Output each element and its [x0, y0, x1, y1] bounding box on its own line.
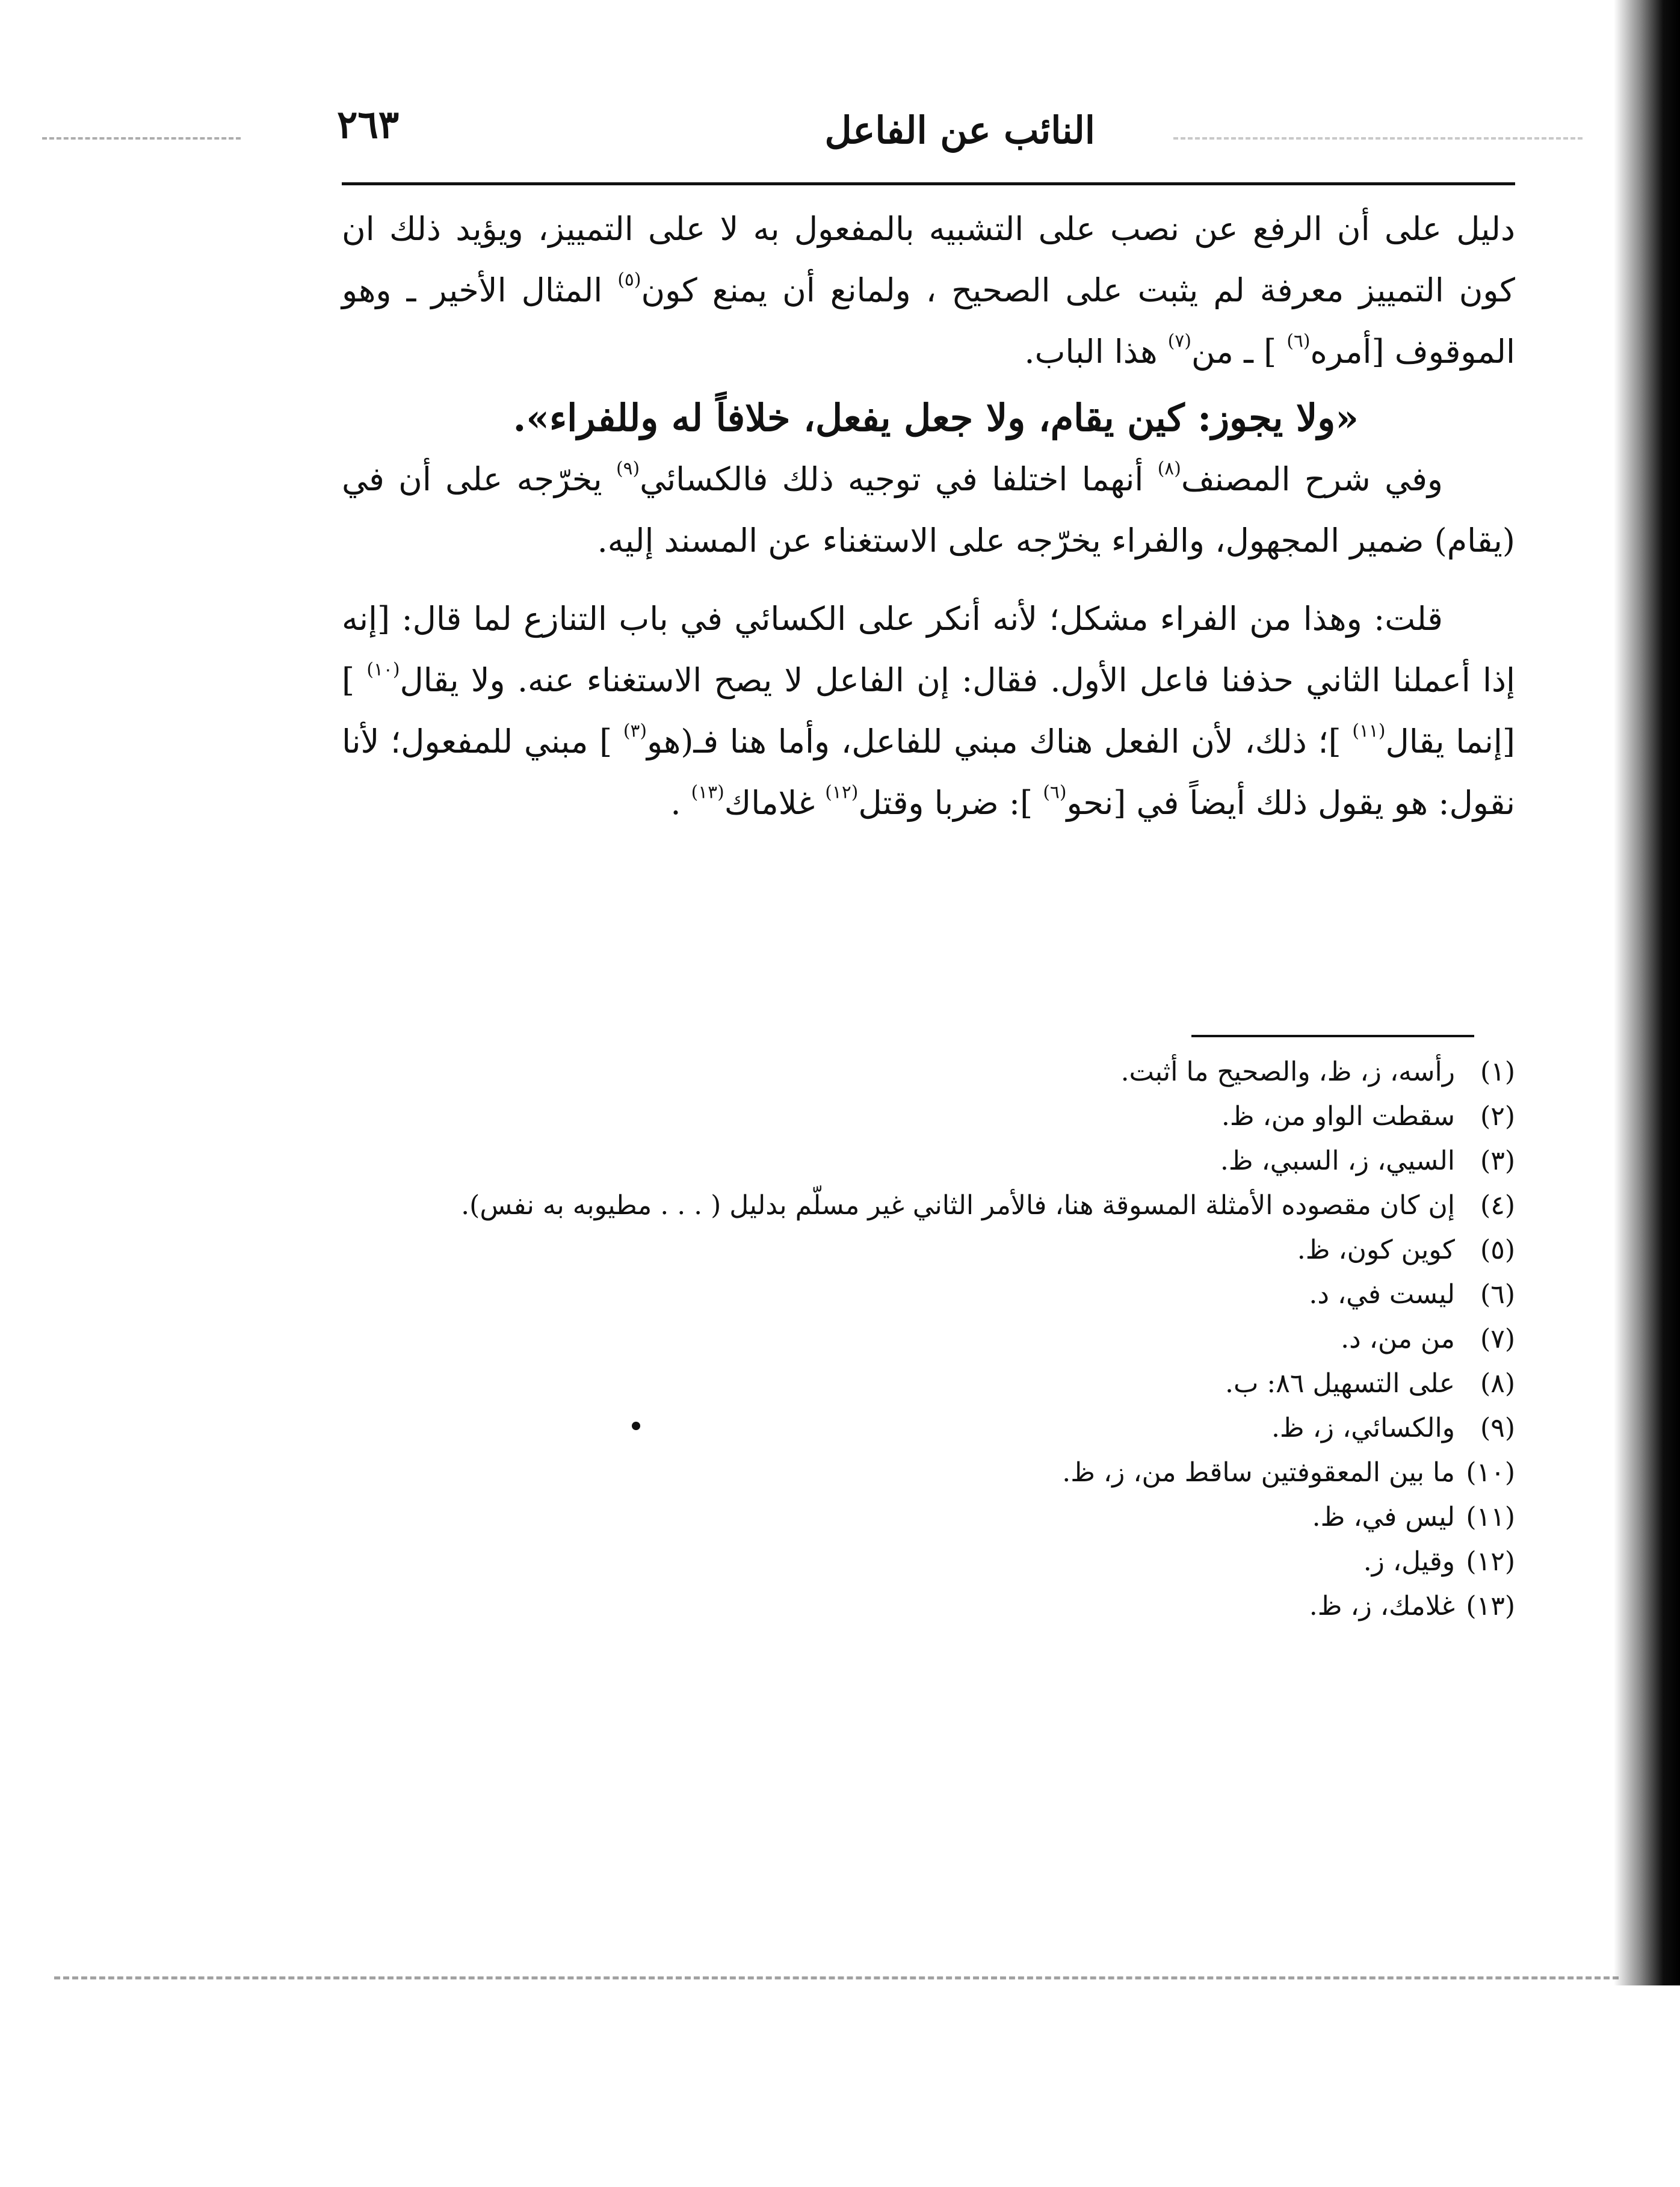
footnote-number: (٨) — [1480, 1368, 1515, 1399]
footnote-number: (٧) — [1480, 1324, 1515, 1354]
footnote-number: (٤) — [1480, 1190, 1515, 1221]
footnote-text: رأسه، ز، ظ، والصحيح ما أثبت. — [1120, 1056, 1455, 1087]
text-run: . — [670, 784, 691, 822]
main-text — [342, 199, 1515, 834]
footnote-ref: (١٣) — [691, 782, 724, 803]
footnote-number: (٩) — [1480, 1413, 1515, 1443]
page-header — [337, 102, 1516, 180]
footnote — [342, 1050, 1515, 1094]
footnote-ref: (١٢) — [825, 782, 859, 803]
scan-artifact-line — [42, 137, 241, 140]
text-run: ] [إنما يقال — [342, 661, 1515, 760]
page-number: ٢٦٣ — [337, 102, 400, 147]
text-run: ] مبني للمفعول؛ لأنا نقول: هو يقول ذلك أيضاً في [نحو — [342, 723, 1515, 822]
footnote — [342, 1495, 1515, 1540]
quoted-matn: «ولا يجوز: كين يقام، ولا جعل يفعل، خلافاً له وللفراء». — [513, 396, 1359, 440]
footnote-text: من من، د. — [1341, 1324, 1455, 1354]
footnote-ref: (٩) — [616, 458, 640, 480]
footnote — [342, 1183, 1515, 1228]
footnote-text: إن كان مقصوده الأمثلة المسوقة هنا، فالأمر الثاني غير مسلّم بدليل ( . . . مطيوبه به نفس). — [461, 1190, 1455, 1221]
footnote-text: ليست في، د. — [1309, 1279, 1455, 1310]
text-run: هذا الباب. — [1024, 333, 1168, 371]
text-run: قلت: وهذا من الفراء مشكل؛ لأنه أنكر على الكسائي في باب التنازع لما قال: [إنه إذا أعملنا الثاني حذفنا فاعل الأول. فقال: إن الفاعل لا يصح الاستغناء عنه. ولا يقال — [342, 600, 1516, 699]
footnote-number: (١) — [1480, 1056, 1515, 1087]
footnote-number: (١١) — [1466, 1502, 1515, 1532]
scan-shadow-edge — [1614, 0, 1680, 1985]
text-run: وفي شرح المصنف — [1181, 460, 1444, 498]
footnotes — [342, 1050, 1515, 1629]
footnote-text: السيي، ز، السبي، ظ. — [1220, 1146, 1455, 1176]
footnote-text: كوين كون، ظ. — [1297, 1235, 1455, 1265]
footnote-number: (١٠) — [1466, 1457, 1515, 1488]
footnote-number: (٢) — [1480, 1101, 1515, 1132]
footnote-text: غلامك، ز، ظ. — [1309, 1591, 1455, 1621]
scan-artifact-line — [54, 1976, 1619, 1979]
text-run: أنهما اختلفا في توجيه ذلك فالكسائي — [640, 460, 1158, 498]
text-run: دليل على أن الرفع عن نصب على التشبيه بالمفعول به لا على التمييز، ويؤيد ذلك ان كون التمييز معرفة لم يثبت على الصحيح ، ولمانع أن يمنع كون — [342, 210, 1515, 309]
paragraph — [342, 588, 1515, 834]
text-run: ]؛ ذلك، لأن الفعل هناك مبني للفاعل، وأما هنا فـ(هو — [646, 723, 1353, 760]
footnote-text: ما بين المعقوفتين ساقط من، ز، ظ. — [1062, 1457, 1455, 1488]
footnote — [342, 1584, 1515, 1629]
footnote-text: سقطت الواو من، ظ. — [1221, 1101, 1455, 1132]
footnote-ref: (٣) — [623, 720, 647, 742]
text-run: يخرّجه على أن في (يقام) ضمير المجهول، والفراء يخرّجه على الاستغناء عن المسند إليه. — [342, 460, 1515, 560]
footnote-number: (١٣) — [1466, 1591, 1515, 1621]
paragraph — [342, 449, 1515, 572]
footnote — [342, 1406, 1515, 1451]
footnote-ref: (٦) — [1043, 782, 1067, 803]
footnote-text: ليس في، ظ. — [1312, 1502, 1455, 1532]
footnote — [342, 1272, 1515, 1317]
footnote — [342, 1540, 1515, 1584]
footnote-ref: (٧) — [1167, 330, 1191, 352]
text-run: المثال الأخير ـ وهو الموقوف [أمره — [342, 271, 1515, 371]
text-run: ] ـ من — [1191, 333, 1287, 371]
footnote — [342, 1362, 1515, 1406]
footnote-ref: (٨) — [1157, 458, 1181, 480]
footnote-number: (٦) — [1480, 1279, 1515, 1310]
footnote — [342, 1094, 1515, 1139]
paragraph — [342, 199, 1515, 383]
footnote-ref: (١١) — [1352, 720, 1386, 742]
footnote-ref: (١٠) — [366, 659, 400, 680]
footnote-number: (١٢) — [1466, 1546, 1515, 1577]
text-run: غلاماك — [724, 784, 826, 822]
running-title: النائب عن الفاعل — [824, 108, 1095, 152]
footnote-text: والكسائي، ز، ظ. — [1271, 1413, 1455, 1443]
footnote-ref: (٦) — [1286, 330, 1311, 352]
header-rule — [342, 182, 1515, 185]
footnote — [342, 1317, 1515, 1362]
footnote-number: (٥) — [1480, 1235, 1515, 1265]
footnote — [342, 1451, 1515, 1495]
footnote — [342, 1228, 1515, 1272]
footnote-number: (٣) — [1480, 1146, 1515, 1176]
footnote-text: وقيل، ز. — [1363, 1546, 1455, 1577]
footnote-text: على التسهيل ٨٦: ب. — [1225, 1368, 1455, 1399]
footnote — [342, 1139, 1515, 1183]
footnote-ref: (٥) — [617, 269, 641, 291]
text-run: ]: ضربا وقتل — [858, 784, 1043, 822]
footnote-rule — [1191, 1035, 1474, 1037]
